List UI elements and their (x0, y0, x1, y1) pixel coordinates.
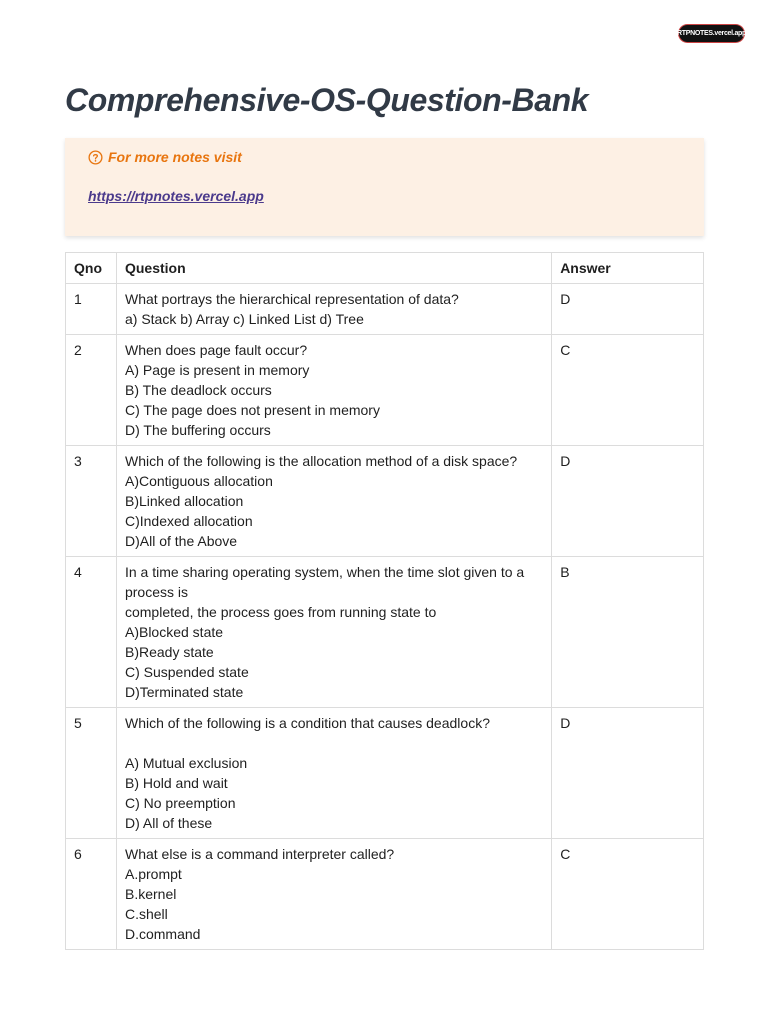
option-line: A) Mutual exclusion (124, 755, 248, 771)
option-line: A.prompt (124, 866, 182, 882)
option-line: C.shell (124, 906, 168, 922)
question-cell (116, 708, 551, 839)
header-question: Question (116, 253, 551, 284)
question-line: completed, the process goes from running state to (124, 604, 437, 620)
option-line: A)Contiguous allocation (124, 473, 273, 489)
notes-link[interactable]: https://rtpnotes.vercel.app (88, 188, 264, 204)
callout-heading (88, 149, 242, 165)
option-line: D) All of these (124, 815, 213, 831)
answer-cell: C (552, 335, 704, 446)
option-line: a) Stack b) Array c) Linked List d) Tree (124, 311, 364, 327)
option-line: B)Linked allocation (124, 493, 244, 509)
option-line: D)All of the Above (124, 533, 238, 549)
question-circle-icon (88, 150, 103, 165)
question-line: In a time sharing operating system, when the time slot given to a process is (124, 564, 529, 600)
header-qno: Qno (66, 253, 117, 284)
option-line: B.kernel (124, 886, 177, 902)
qno-cell: 6 (66, 839, 117, 950)
answer-cell: B (552, 557, 704, 708)
answer-cell: D (552, 446, 704, 557)
option-line: D)Terminated state (124, 684, 244, 700)
qno-cell: 4 (66, 557, 117, 708)
site-badge[interactable]: RTPNOTES.vercel.app (679, 25, 744, 42)
option-line: C)Indexed allocation (124, 513, 253, 529)
table-row (66, 708, 704, 839)
table-row (66, 446, 704, 557)
answer-cell: C (552, 839, 704, 950)
question-cell (116, 839, 551, 950)
table-row (66, 335, 704, 446)
option-line: C) The page does not present in memory (124, 402, 380, 418)
table-row (66, 839, 704, 950)
header-answer: Answer (552, 253, 704, 284)
blank-line (125, 733, 543, 753)
question-line: When does page fault occur? (124, 342, 308, 358)
table-row (66, 284, 704, 335)
question-table (65, 252, 704, 950)
notes-callout (65, 138, 704, 236)
question-cell (116, 335, 551, 446)
qno-cell: 2 (66, 335, 117, 446)
option-line: B)Ready state (124, 644, 214, 660)
question-line: What portrays the hierarchical representation of data? (124, 291, 459, 307)
question-line: Which of the following is the allocation method of a disk space? (124, 453, 518, 469)
option-line: A) Page is present in memory (124, 362, 310, 378)
option-line: C) No preemption (124, 795, 236, 811)
question-cell (116, 284, 551, 335)
question-line: Which of the following is a condition that causes deadlock? (124, 715, 490, 731)
page-title: Comprehensive-OS-Question-Bank (65, 82, 589, 118)
answer-cell: D (552, 284, 704, 335)
answer-cell: D (552, 708, 704, 839)
qno-cell: 3 (66, 446, 117, 557)
question-line: What else is a command interpreter called? (124, 846, 395, 862)
question-cell (116, 557, 551, 708)
option-line: B) Hold and wait (124, 775, 228, 791)
qno-cell: 5 (66, 708, 117, 839)
question-cell (116, 446, 551, 557)
option-line: B) The deadlock occurs (124, 382, 272, 398)
option-line: D.command (124, 926, 201, 942)
option-line: A)Blocked state (124, 624, 224, 640)
option-line: D) The buffering occurs (124, 422, 271, 438)
table-header-row (66, 253, 704, 284)
qno-cell: 1 (66, 284, 117, 335)
option-line: C) Suspended state (124, 664, 249, 680)
callout-heading-text: For more notes visit (108, 149, 242, 165)
table-row (66, 557, 704, 708)
